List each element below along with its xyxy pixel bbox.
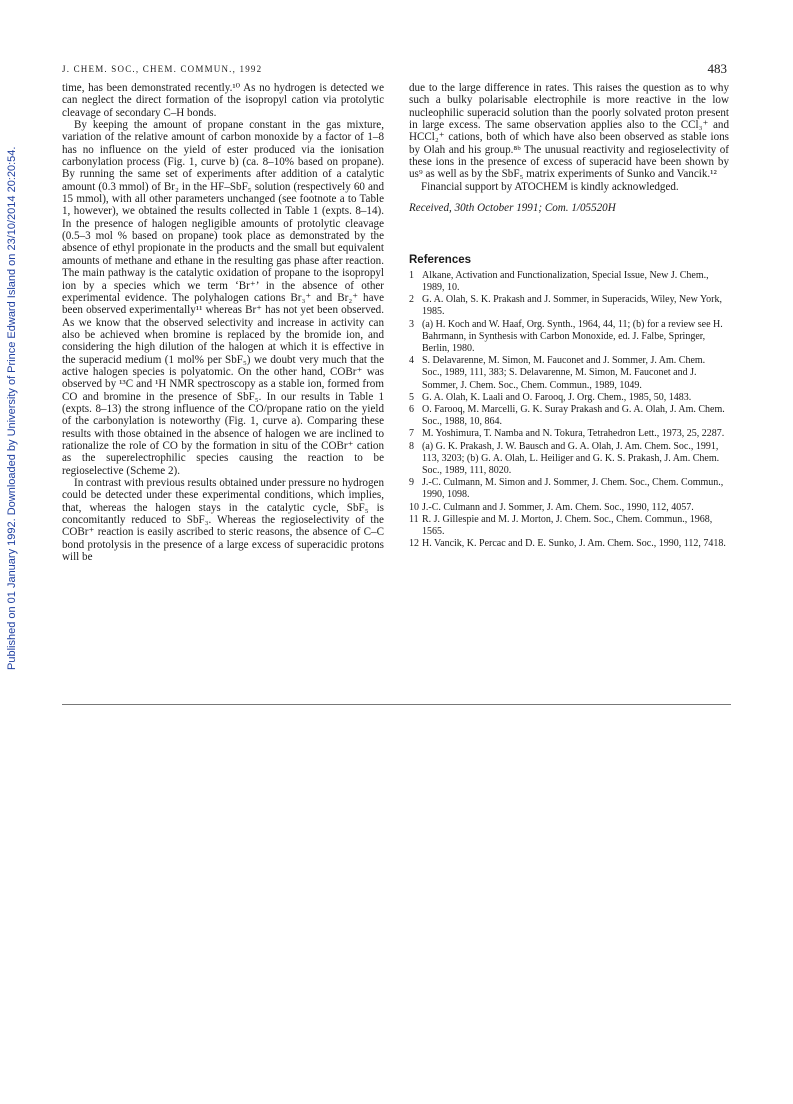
- reference-text: S. Delavarenne, M. Simon, M. Fauconet and J. Sommer, J. Am. Chem. Soc., 1989, 111, 383; S. Delavarenne, M. Simon, M. Fauconet and J. Sommer, J. Chem. Soc., Chem. Commun., 1989, 1049.: [422, 355, 706, 391]
- reference-number: 1: [409, 269, 414, 281]
- reference-number: 12: [409, 538, 419, 550]
- references-list: [409, 270, 729, 551]
- reference-item: [409, 502, 729, 514]
- reference-text: O. Farooq, M. Marcelli, G. K. Suray Prakash and G. A. Olah, J. Am. Chem. Soc., 1988, 10, 864.: [422, 404, 725, 428]
- body-paragraph: time, has been demonstrated recently.¹⁰ As no hydrogen is detected we can neglect the direct formation of the isopropyl cation via protolytic cleavage of secondary C–H bonds.: [62, 82, 384, 119]
- reference-number: 10: [409, 501, 419, 513]
- reference-item: [409, 404, 729, 428]
- received-line: Received, 30th October 1991; Com. 1/05520H: [409, 202, 616, 215]
- reference-item: [409, 441, 729, 478]
- reference-text: (a) H. Koch and W. Haaf, Org. Synth., 1964, 44, 11; (b) for a review see H. Bahrmann, in Synthesis with Carbon Monoxide, ed. J. Falbe, Springer, Berlin, 1980.: [422, 318, 723, 354]
- reference-number: 4: [409, 355, 414, 367]
- reference-text: J.-C. Culmann and J. Sommer, J. Am. Chem. Soc., 1990, 112, 4057.: [422, 501, 694, 513]
- reference-number: 9: [409, 477, 414, 489]
- reference-item: [409, 319, 729, 356]
- reference-text: G. A. Olah, K. Laali and O. Farooq, J. Org. Chem., 1985, 50, 1483.: [422, 391, 692, 403]
- page-number: 483: [707, 61, 727, 76]
- references-heading: References: [409, 254, 472, 267]
- running-head: J. CHEM. SOC., CHEM. COMMUN., 1992: [62, 64, 263, 74]
- left-column: [62, 82, 384, 563]
- reference-item: [409, 514, 729, 538]
- acknowledgement: Financial support by ATOCHEM is kindly acknowledged.: [421, 180, 679, 193]
- reference-item: [409, 477, 729, 501]
- footer-divider: [62, 704, 731, 705]
- body-paragraph: due to the large difference in rates. This raises the question as to why such a bulky polarisable electrophile is more reactive in the low nucleophilic superacid solution than the poorly solvated proton present in large excess. The same observation applies also to the CCl₃⁺ and HCCl₂⁺ cations, both of which have also been observed as stable ions by Olah and his group.⁸ᵇ The unusual reactivity and regioselectivity of these ions in the presence of excess of superacid have been shown by us⁹ as well as by the SbF₅ matrix experiments of Sunko and Vancik.¹²: [409, 82, 729, 181]
- reference-text: (a) G. K. Prakash, J. W. Bausch and G. A. Olah, J. Am. Chem. Soc., 1991, 113, 3203; (b) G. A. Olah, L. Heiliger and G. K. S. Prakash, J. Am. Chem. Soc., 1989, 111, 8020.: [422, 440, 720, 477]
- reference-item: [409, 392, 729, 404]
- reference-text: M. Yoshimura, T. Namba and N. Tokura, Tetrahedron Lett., 1973, 25, 2287.: [422, 428, 725, 440]
- reference-item: [409, 428, 729, 440]
- body-paragraph: By keeping the amount of propane constant in the gas mixture, variation of the relative amount of carbon monoxide by a factor of 1–8 has no influence on the yield of ester produced via the ionisation carbonylation process (Fig. 1, curve b) (ca. 8–10% based on propane). By running the same set of experiments after addition of a catalytic amount (0.3 mmol) of Br₂ in the HF–SbF₅ solution (respectively 60 and 15 mmol), with all other parameters unchanged (see footnote a to Table 1, however), we obtained the results collected in Table 1 (expts. 8–14). In the presence of halogen negligible amounts of protolytic cleavage (0.5–3 mol % based on propane) took place as demonstrated by the absence of ethyl propionate in the products and the small but equivalent amounts of methane and ethane in the resulting gas phase after reaction. The main pathway is the catalytic oxidation of propane to the isopropyl ion by a species which we term ‘Br⁺’ in the absence of other experimental evidence. The polyhalogen cations Br₃⁺ and Br₂⁺ have been observed experimentally¹¹ whereas Br⁺ has not yet been observed. As we know that the observed selectivity and increase in activity can also be achieved when bromine is replaced by the bromide ion, and considering the high dilution of the halogen at which it is effective in the superacid medium (1 mol% per SbF₅) we doubt very much that the active halogen species is polyatomic. On the other hand, COBr⁺ was observed by ¹³C and ¹H NMR spectroscopy as a stable ion, formed from CO and bromine in the presence of SbF₅. In our results in Table 1 (expts. 8–13) the strong influence of the CO/propane ratio on the yield of the carbonylation is noteworthy (Fig. 1, curve a). Comparing these results with those obtained in the absence of halogen we are inclined to rationalize the role of CO by the formation in situ of the COBr⁺ cation as the superelectrophilic species causing the reaction to be regioselective (Scheme 2).: [62, 119, 384, 477]
- reference-number: 7: [409, 428, 414, 440]
- reference-number: 3: [409, 318, 414, 330]
- reference-item: [409, 538, 729, 550]
- reference-text: R. J. Gillespie and M. J. Morton, J. Chem. Soc., Chem. Commun., 1968, 1565.: [422, 513, 713, 538]
- reference-number: 11: [409, 513, 419, 525]
- download-watermark: Published on 01 January 1992. Downloaded by University of Prince Edward Island on 23/10/2014 20:20:54.: [6, 146, 18, 670]
- reference-text: J.-C. Culmann, M. Simon and J. Sommer, J. Chem. Soc., Chem. Commun., 1990, 1098.: [422, 477, 724, 501]
- reference-text: Alkane, Activation and Functionalization, Special Issue, New J. Chem., 1989, 10.: [422, 269, 709, 293]
- right-column: [409, 82, 729, 550]
- reference-item: [409, 355, 729, 392]
- body-paragraph: In contrast with previous results obtained under pressure no hydrogen could be detected under these experimental conditions, which implies, that, whereas the halogen stays in the catalytic cycle, SbF₅ is concomitantly reduced to SbF₃. Whereas the regioselectivity of the COBr⁺ reaction is easily ascribed to steric reasons, the absence of C–C bond protolysis in the presence of a large excess of superacidic protons will be: [62, 477, 384, 564]
- reference-number: 6: [409, 404, 414, 416]
- reference-text: G. A. Olah, S. K. Prakash and J. Sommer, in Superacids, Wiley, New York, 1985.: [422, 294, 723, 318]
- reference-number: 8: [409, 440, 414, 452]
- reference-item: [409, 294, 729, 318]
- reference-item: [409, 270, 729, 294]
- reference-number: 5: [409, 391, 414, 403]
- reference-number: 2: [409, 294, 414, 306]
- reference-text: H. Vancik, K. Percac and D. E. Sunko, J. Am. Chem. Soc., 1990, 112, 7418.: [422, 538, 726, 550]
